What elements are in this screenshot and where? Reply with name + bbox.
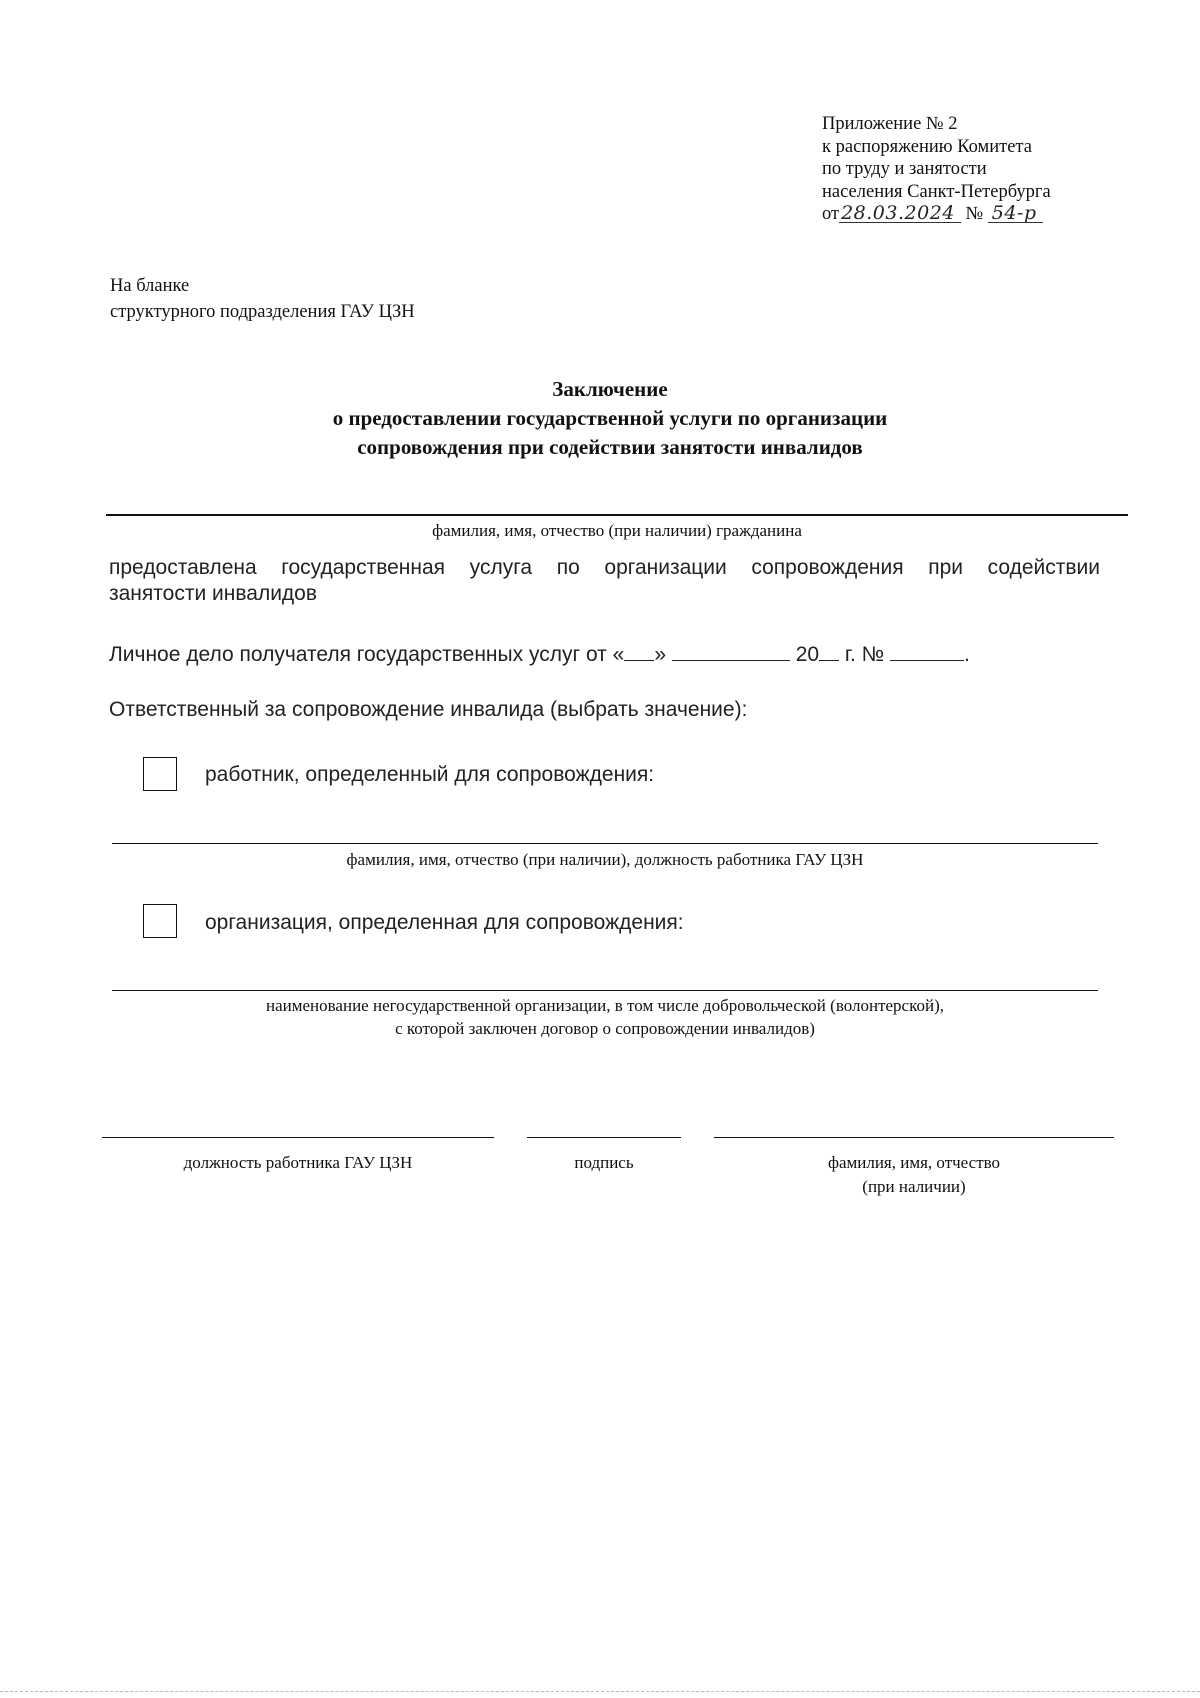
appendix-line-4: населения Санкт-Петербурга [822, 181, 1051, 202]
title-line-3: сопровождения при содействии занятости инвалидов [357, 435, 863, 459]
period: . [964, 643, 970, 666]
year-blank[interactable] [819, 642, 839, 661]
file-number-blank[interactable] [890, 642, 964, 661]
number-label: г. № [844, 643, 885, 666]
worker-caption: фамилия, имя, отчество (при наличии), должность работника ГАУ ЦЗН [346, 850, 864, 869]
worker-option-label: работник, определенный для сопровождения: [205, 763, 655, 786]
appendix-date-line [822, 203, 1162, 226]
day-blank[interactable] [624, 642, 654, 661]
number-prefix: № [965, 204, 984, 224]
position-caption: должность работника ГАУ ЦЗН [183, 1153, 413, 1172]
organization-checkbox[interactable] [143, 904, 177, 938]
organization-name-line[interactable] [112, 990, 1098, 991]
blank-note [110, 273, 415, 325]
citizen-name-line[interactable] [106, 514, 1128, 516]
position-line[interactable] [102, 1137, 494, 1138]
service-text-line-2: занятости инвалидов [109, 582, 318, 605]
organization-caption-line-2: с которой заключен договор о сопровождении инвалидов) [395, 1019, 815, 1038]
signature-line[interactable] [527, 1137, 681, 1138]
title-line-2: о предоставлении государственной услуги по организации [332, 406, 888, 430]
document-title [0, 375, 1200, 462]
organization-caption-line-1: наименование негосударственной организации, в том числе добровольческой (волонтерской), [265, 996, 945, 1015]
appendix-block [822, 113, 1162, 226]
full-name-line[interactable] [714, 1137, 1114, 1138]
title-line-1: Заключение [552, 377, 668, 401]
personal-file-label: Личное дело получателя государственных услуг от « [109, 643, 625, 666]
appendix-line-2: к распоряжению Комитета [822, 136, 1032, 157]
year-prefix: 20 [795, 643, 820, 666]
scan-edge-divider [0, 1691, 1200, 1692]
full-name-caption-line-1: фамилия, имя, отчество [827, 1153, 1001, 1172]
blank-note-line-2: структурного подразделения ГАУ ЦЗН [110, 302, 415, 322]
citizen-caption: фамилия, имя, отчество (при наличии) гражданина [432, 521, 802, 540]
organization-option-label: организация, определенная для сопровождения: [205, 911, 684, 934]
month-blank[interactable] [672, 642, 790, 661]
signature-caption: подпись [574, 1153, 634, 1172]
quote-close: » [654, 643, 666, 666]
responsible-label: Ответственный за сопровождение инвалида (выбрать значение): [109, 698, 748, 721]
blank-note-line-1: На бланке [110, 276, 190, 296]
date-prefix: от [822, 204, 840, 224]
full-name-caption-line-2: (при наличии) [862, 1177, 966, 1196]
handwritten-number: 54-р [988, 204, 1043, 223]
personal-file-line [109, 642, 970, 668]
worker-name-line[interactable] [112, 843, 1098, 844]
appendix-line-3: по труду и занятости [822, 159, 987, 179]
service-text-line-1: предоставлена государственная услуга по организации сопровождения при содействии [109, 556, 1100, 579]
appendix-line-1: Приложение № 2 [822, 114, 958, 134]
handwritten-date: 28.03.2024 [839, 204, 961, 223]
worker-checkbox[interactable] [143, 757, 177, 791]
